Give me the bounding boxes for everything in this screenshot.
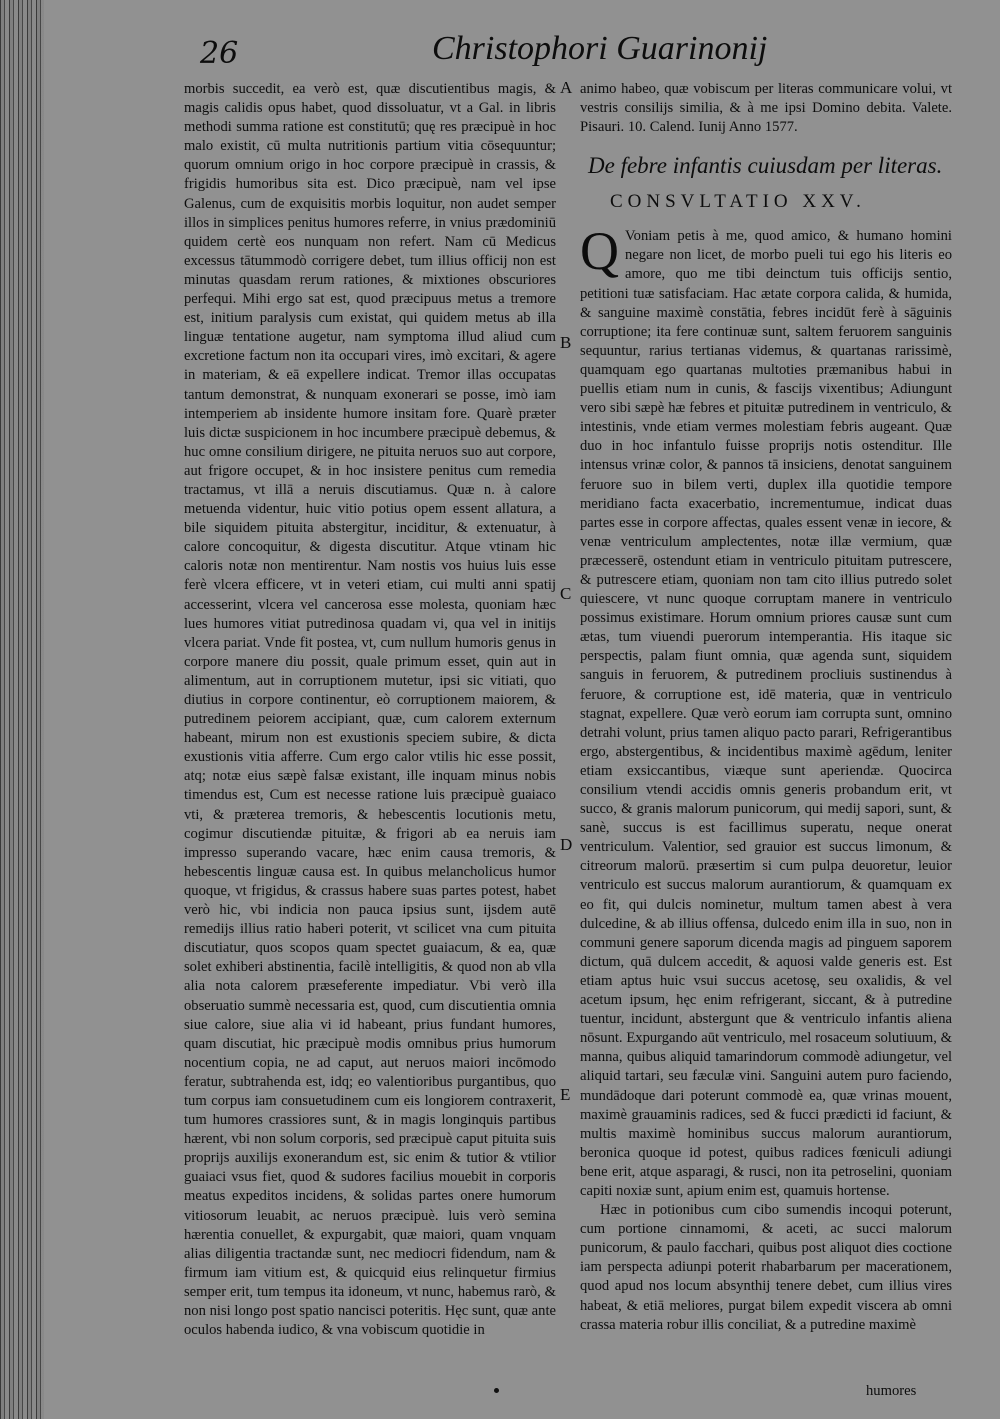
margin-marker-a: A — [560, 78, 573, 97]
margin-marker-e: E — [560, 1085, 571, 1104]
ink-speck — [494, 1388, 499, 1393]
page-number: 26 — [200, 36, 239, 71]
drop-cap: Q — [580, 221, 619, 282]
catchword: humores — [866, 1383, 917, 1399]
letter-closing: animo habeo, quæ vobiscum per literas communicare volui, vt vestris consilijs similia, & à me ipsi Domino debita. Valete. Pisauri. 10. Calend. Iunij Anno 1577. — [580, 81, 952, 136]
right-column — [580, 80, 952, 1335]
running-head: Christophori Guarinonij — [432, 30, 768, 67]
section-title: De febre infantis cuiusdam per literas. — [588, 153, 943, 179]
second-paragraph: Hæc in potionibus cum cibo sumendis incoqui poterunt, cum portione cinnamomi, & aceti, ac succi malorum punicorum, & paulo facchari, quibus post aliquot dies coctione iam perspecta adiunpi poterit rhabarbarum per macerationem, quod apud nos locum absynthij tenere debet, cum illius vires habeat, & etiā meliores, purgat bilem expedit viscera ab omni crassa materia robur illis conciliat, & a putredine maximè — [580, 1202, 952, 1333]
margin-marker-c: C — [560, 584, 572, 603]
consultatio-body — [580, 221, 952, 1201]
consultatio-body-text: Voniam petis à me, quod amico, & humano homini negare non licet, de morbo pueli tui ego his literis eo amore, quo me tibi deinctum tuis officijs sentio, petitioni tuæ satisfaciam. Hac ætate corpora calida, & humida, & sanguine maximè constātia, febres incidūt ferè à sāguinis corruptione; ita fere continuæ sunt, saltem feruorem sanguinis sequuntur, rarius tertianas videmus, & quartanas rarissimè, quamquam ego quartanas multoties præmanibus habui in puellis etiam num in cunis, & fascijs vixentibus; Adiungunt vero sibi sæpè hæ febres et pituitæ putredinem in ventriculo, & intestinis, vnde etiam vermes molestiam febris augeant. Quæ duo in hoc infantulo fuisse proprijs notis ostenditur. Ille intensus vrinæ color, & pannos tā insiciens, denotat sanguinem feruore suo in bilem verti, duplex illa quotidie tempore meridiano facta exacerbatio, incrementumue, indicat duas partes esse in corpore affectas, quales essent venæ in iecore, & venæ ventriculum amplectentes, notæ illæ vermium, quæ præcesserē, ostendunt etiam in ventriculo pituitam putrescere, & putrescere etiam, quoniam non tam cito illius putredo solet quiescere, vt nunc quoque corruptam manere in ventriculo possimus existimare. Horum omnium priores causæ sunt cum ætas, tum viuendi puerorum intemperantia. His itaque sic perspectis, palam fiunt omnia, quæ agenda sunt, siquidem sanguis in feruorem, & putredinem procliuis sustinendus à feruore, & corruptione est, idē materia, quæ in ventriculo stagnat, expellere. Quæ verò eorum iam corrupta sunt, omnino detrahi volunt, prius tamen aliquo pacto parari, Refrigerantibus ergo, abstergentibus, & incidentibus maximè agēdum, leniter etiam exsiccantibus, viæque sunt aperiendæ. Quocirca consilium vtendi accidis omnis generis probandum erit, vt succo, & granis malorum punicorum, qui medij sapori, sunt, & sanè, succus is est facillimus superatu, neque onerat ventriculum. Valentior, sed grauior est succus limonum, & citreorum malorū. præsertim si cum pulpa deuoretur, leuior ventriculo est succus malorum aurantiorum, & quamquam ex eo fit, qui dulcis nominetur, multum tamen abest à vera dulcedine, & ab illius offensa, dulcedo enim illa in suo, non in communi genere saporum dicenda magis ad pinguem saporem dictum, quā dulcem accedit, & aquosi valde generis est. Est etiam aptus huic vsui succus acetosę, seu oxalidis, & vel acetum ipsum, hęc enim refrigerant, siccant, & à putredine tuentur, incidunt, abstergunt que & ventriculo infantis aliena nōsunt. Expurgando aūt ventriculo, mel rosaceum solutiuum, & manna, quibus aliquid tamarindorum commodè adiungetur, vel aliquid tartari, seu fæculæ vini. Sanguini autem puro faciendo, mundādoque dari poterunt commodè ea, quæ vrinas mouent, maximè grauaminis radices, sed & fucci prædicti id faciunt, & multis maximè hominibus succus malorum aurantiorum, beronica quoque id potest, quibus radices fœniculi adiungi bene erit, atque asparagi, & rusci, non ita petroselini, quoniam capiti noxiæ sunt, apium enim est, quamuis hortense. — [580, 228, 952, 1199]
consultatio-heading: CONSVLTATIO XXV. — [610, 191, 866, 213]
left-column-text: morbis succedit, ea verò est, quæ discutientibus magis, & magis calidis opus habet, quod dissoluatur, vt a Gal. in libris methodi summa ratione est constitutū; quę res præcipuè in hoc malo existit, cū multa nutritionis partium vitia cōsequuntur; quorum omnium origo in hoc corpore præcipuè in crassis, & frigidis humoribus sita est. Dico præcipuè, nam vel ipse Galenus, cum de exquisitis morbis loquitur, non audet semper illos in simplices penitus humores referre, in vnius prædominiū quidem certè eos nunquam non refert. Nam cū Medicus excessus tātummodò corrigere debet, tum illius officij non est minutas quasdam rerum rationes, & mixtiones obscuriores perfequi. Mihi ergo sat est, quod præcipuus metus a tremore est, initium paralysis cum existat, qui quidem metus ab illa linguæ tentatione augetur, nam symptoma illud aliud cum excretione factum non ita occupari vires, imò excitari, & agere in materiam, & eā expellere indicat. Tremor illas occupatas tantum demonstrat, & nunquam exonerari se posse, imò iam intemperiem ab insidente humore insitam fore. Quarè præter luis dictæ suspicionem in hoc incumbere præcipuè debemus, & huc omne consilium dirigere, ne pituita neruos suo aut corpore, aut frigore occupet, & in hoc insistere penitus cum remedia tractamus, vt illā a neruis discutiamus. Quæ n. à calore metuenda videntur, huic vitio potius opem essent allatura, a bile siquidem pituita abstergitur, inciditur, & extenuatur, à calore concoquitur, & digesta discutitur. Atque vtinam hic caloris notæ non mentirentur. Nam nostis vos huius luis esse ferè vlcera efficere, vt in veteri etiam, cui multi anni spatij accesserint, vlcera vel cancerosa esse molesta, quoniam hæc lues humores vitiat putredinosa quadam vi, qua vel in initijs vlcera pariat. Vnde fit postea, vt, cum nullum humoris genus in corpore manere diu possit, quale primum esset, quin aut in alimentum, aut in corruptionem mutetur, ipsi sic vitiati, quo diutius in corpore continentur, eò corruptionem maiorem, & putredinem peiorem accipiant, quæ, cum calorem externum habeant, mirum non est exustionis speciem subire, & dicta exustionis vitia afferre. Cum ergo calor vtilis hic esse possit, atq; notæ eius sæpè falsæ existant, ille inquam minus nobis timendus est, Cum est necesse ratione luis præcipuè guaiaco vti, & præterea tremoris, & hebescentis locutionis metu, cogimur discutiendæ pituitæ, & frigori ab ea neruis iam impresso superando vacare, hæc enim causa tremoris, & hebescentis linguæ causa est. In quibus melancholicus humor quoque, vt frigidus, & crassus habere suas partes potest, habet verò hic, vbi indicia non pauca ipsius sunt, ijsdem autē remedijs illius ratio haberi poterit, vt scilicet vna cum pituita discutiatur, quos scopos quam spectet guaiacum, & ea, quæ solet exhiberi abstinentia, facilè intelligitis, & quod non ab vlla alia nota calorem præseferente impediatur. Vbi verò illa obseruatio summè necessaria est, quod, cum discutientia omnia siue calore, siue alia vi id habeant, prius fundant humores, quam discutiat, hic præcipuè modis omnibus prius humorum nocentium copia, ne ad caput, aut neruos maiori incōmodo feratur, subtrahenda est, idq; eo valentioribus purgantibus, quo tum corpus iam consuetudinem cum eis longiorem contraxerit, tum humores crassiores sunt, & in magis longinquis partibus hærent, vbi non solum corporis, sed præcipuè caput pituita suis proprijs auxilijs exonerandum est, sic enim & tutior & vtilior guaiaci vsus fiet, quod & sudores facilius mouebit in corporis meatus expeditos incidens, & solidas partes onere humorum vitiosorum leuabit, ac neruos præcipuè. luis verò semina hærentia conuellet, & expurgabit, quæ maiori, quam vnquam alias diligentia tractandæ sunt, nec mediocri fidendum, nam & firmum iam vitium est, & quicquid eius relinquetur firmius semper erit, tum tempus ita idoneum, vt nunc, habemus rarò, & non nisi longo post spatio nancisci poteritis. Hęc sunt, quæ ante oculos habenda iudico, & vna vobiscum quotidie in — [184, 81, 556, 1339]
margin-marker-b: B — [560, 333, 572, 352]
page-gutter-shadow — [0, 0, 44, 1419]
margin-marker-d: D — [560, 835, 573, 854]
